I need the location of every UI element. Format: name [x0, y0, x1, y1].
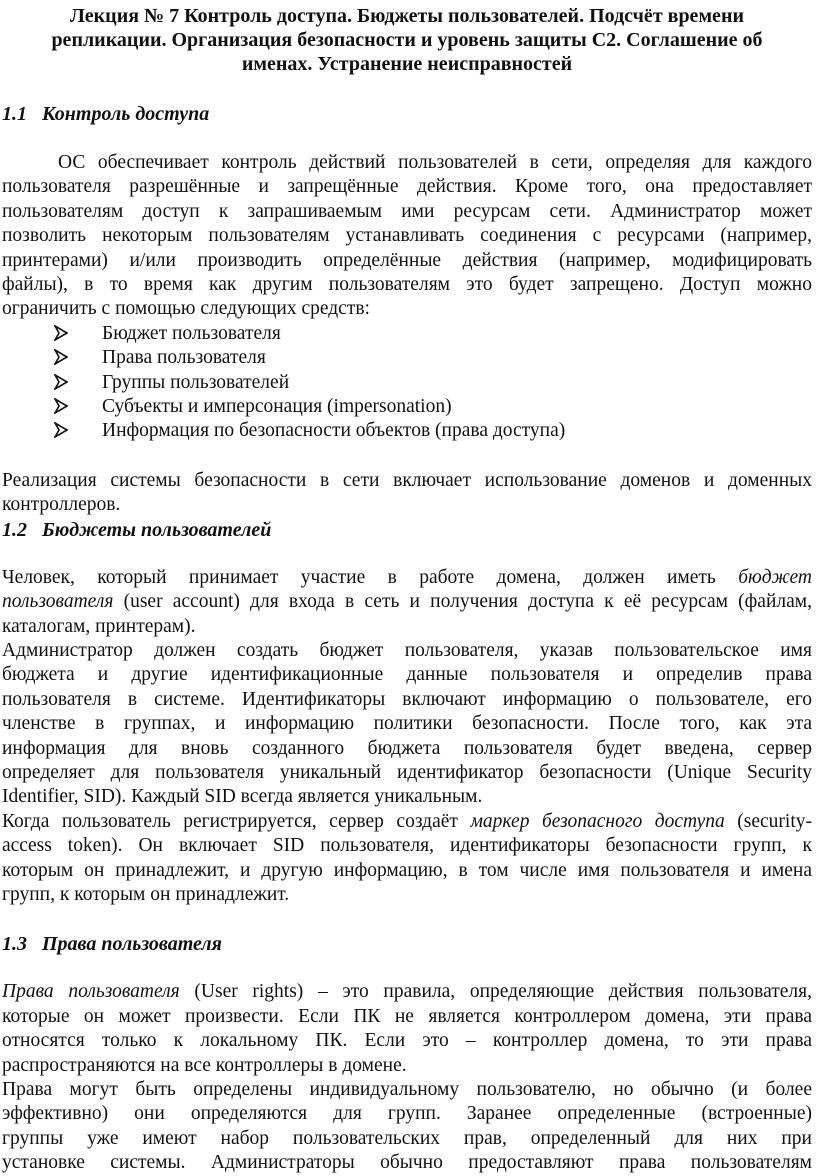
- emphasis-term: маркер безопасного доступа: [470, 810, 725, 832]
- arrow-bullet-icon: [54, 346, 94, 370]
- text-line: принтерами) и/или производить определённые действия (например, модифицировать: [2, 249, 812, 271]
- text-line: ОС обеспечивает контроль действий пользователей в сети, определяя для каждого: [58, 152, 812, 173]
- access-means-list: [2, 322, 812, 444]
- text-line: пользователя разрешённые и запрещённые действия. Кроме того, она предоставляет: [2, 176, 812, 198]
- list-item-text: Информация по безопасности объектов (права доступа): [102, 420, 566, 442]
- text-line: группы уже имеют набор пользовательских прав, определенный для них при: [2, 1127, 812, 1149]
- paragraph: [2, 469, 812, 518]
- text-run: (security-: [724, 810, 813, 832]
- section-title: Бюджеты пользователей: [42, 518, 272, 541]
- text-line: относятся только к локальному ПК. Если это – контроллер домена, то эти права: [2, 1030, 812, 1052]
- paragraph: [2, 566, 812, 639]
- section-heading-access-control: [2, 102, 812, 126]
- arrow-bullet-icon: [54, 419, 94, 443]
- section-heading-user-accounts: [2, 518, 812, 542]
- arrow-bullet-icon: [54, 371, 94, 395]
- emphasis-term: Права пользователя: [2, 981, 180, 1003]
- text-line: Identifier, SID). Каждый SID всегда является уникальным.: [2, 786, 483, 808]
- text-line: информация для вновь созданного бюджета пользователя будет введена, сервер: [2, 737, 812, 759]
- text-run: (User rights) – это правила, определяющие действия пользователя,: [179, 981, 812, 1003]
- title-line: Лекция № 7 Контроль доступа. Бюджеты пользователей. Подсчёт времени: [70, 5, 744, 27]
- list-item-text: Субъекты и имперсонация (impersonation): [102, 396, 452, 418]
- paragraph: [2, 639, 812, 810]
- paragraph: [2, 1078, 812, 1176]
- text-line: эффективно) они определяются для групп. Заранее определенные (встроенные): [2, 1103, 812, 1125]
- text-line: пользователя в системе. Идентификаторы включают информацию о пользователе, его: [2, 688, 812, 710]
- list-item: [2, 419, 812, 443]
- text-line: групп, к которым он принадлежит.: [2, 883, 290, 905]
- list-item-text: Бюджет пользователя: [102, 322, 281, 344]
- text-line: членстве в группах, и информацию политики безопасности. После того, как эта: [2, 713, 812, 735]
- text-line: [2, 980, 812, 1004]
- arrow-bullet-icon: [54, 395, 94, 419]
- section-title: Контроль доступа: [42, 103, 210, 125]
- text-line: которым он принадлежит, и другую информацию, в том числе имя пользователя и имена: [2, 859, 812, 881]
- list-item: [2, 322, 812, 346]
- text-line: позволить некоторым пользователям устанавливать соединения с ресурсами (например,: [2, 225, 812, 247]
- list-item: [2, 395, 812, 419]
- text-line: [2, 590, 812, 614]
- text-line: [2, 810, 812, 834]
- paragraph: [2, 810, 812, 908]
- text-line: файлы), в то время как другим пользователям это будет запрещено. Доступ можно: [2, 274, 812, 296]
- list-item: [2, 346, 812, 370]
- section-number: 1.2: [2, 518, 27, 541]
- text-run: Когда пользователь регистрируется, сервер создаёт: [2, 810, 471, 832]
- paragraph: [2, 980, 812, 1078]
- text-line: пользователям доступ к запрашиваемым ими ресурсам сети. Администратор может: [2, 200, 812, 222]
- title-line: репликации. Организация безопасности и уровень защиты С2. Соглашение об: [51, 29, 763, 51]
- text-line: которые он может произвести. Если ПК не является контроллером домена, эти права: [2, 1005, 812, 1027]
- text-line: [2, 566, 812, 590]
- emphasis-term: бюджет: [738, 566, 812, 588]
- section-number: 1.3: [2, 933, 27, 956]
- text-line: Реализация системы безопасности в сети включает использование доменов и доменных: [2, 469, 812, 491]
- section-title: Права пользователя: [42, 933, 222, 956]
- text-line: access token). Он включает SID пользователя, идентификаторы безопасности групп, к: [2, 835, 812, 857]
- text-line: контроллеров.: [2, 494, 121, 516]
- text-line: Права могут быть определены индивидуальному пользователю, но обычно (и более: [2, 1079, 812, 1100]
- text-line: установке системы. Администраторы обычно предоставляют права пользователям: [2, 1152, 812, 1174]
- text-run: (user account) для входа в сеть и получения доступа к её ресурсам (файлам,: [113, 591, 812, 613]
- text-line: бюджета и другие идентификационные данные пользователя и определив права: [2, 664, 812, 686]
- paragraph: [2, 151, 812, 322]
- text-run: Человек, который принимает участие в работе домена, должен иметь: [2, 566, 739, 588]
- arrow-bullet-icon: [54, 322, 94, 346]
- text-line: каталогам, принтерам).: [2, 615, 196, 637]
- lecture-title: [2, 4, 812, 76]
- list-item: [2, 371, 812, 395]
- emphasis-term: пользователя: [2, 591, 114, 613]
- text-line: распространяются на все контроллеры в домене.: [2, 1054, 407, 1076]
- list-item-text: Группы пользователей: [102, 371, 290, 393]
- title-line: именах. Устранение неисправностей: [241, 53, 573, 75]
- text-line: Администратор должен создать бюджет пользователя, указав пользовательское имя: [2, 639, 812, 661]
- text-line: определяет для пользователя уникальный идентификатор безопасности (Unique Security: [2, 761, 812, 783]
- list-item-text: Права пользователя: [102, 347, 266, 369]
- section-number: 1.1: [2, 103, 27, 125]
- section-heading-user-rights: [2, 932, 812, 956]
- text-line: ограничить с помощью следующих средств:: [2, 298, 370, 320]
